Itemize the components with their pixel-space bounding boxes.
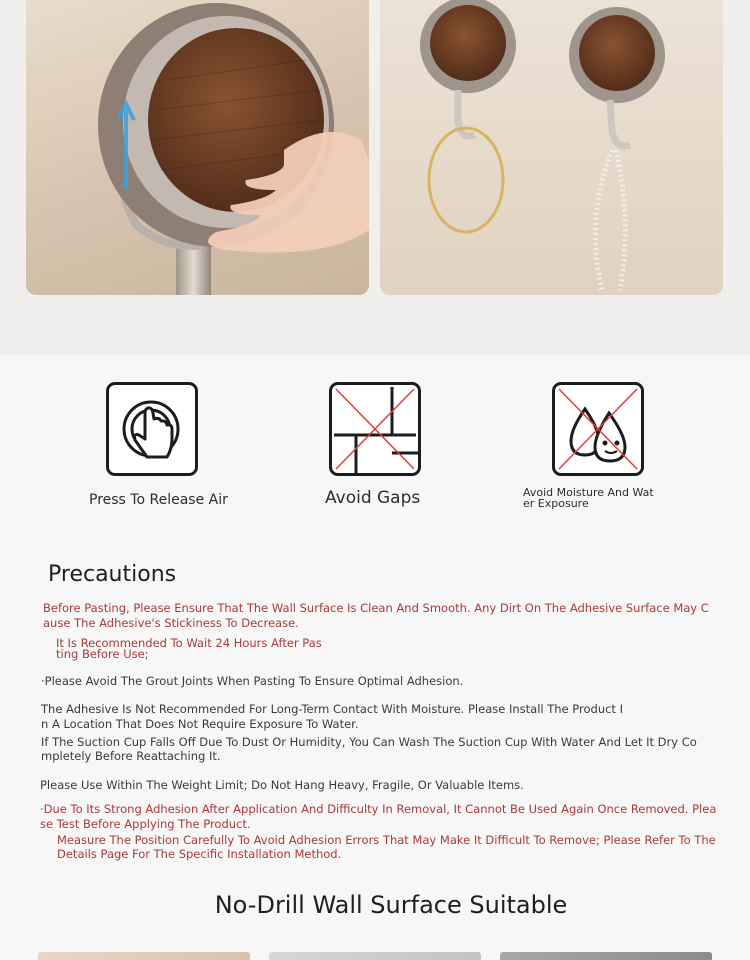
avoid-moisture-card: [552, 382, 644, 476]
press-release-air-label: Press To Release Air: [89, 492, 228, 508]
avoid-moisture-label: Avoid Moisture And Wat er Exposure: [523, 486, 654, 510]
hooks-jewelry-illustration: [380, 0, 723, 295]
hooks-jewelry-photo: [380, 0, 723, 295]
product-photo-section: [0, 0, 750, 355]
precaution-line: Details Page For The Specific Installation Method.: [57, 847, 342, 861]
hook-hand-illustration: [26, 0, 369, 295]
precaution-line: Measure The Position Carefully To Avoid Adhesion Errors That May Make It Difficult To Remove; Please Refer To The: [57, 833, 716, 847]
precaution-line: se Test Before Applying The Product.: [40, 817, 251, 831]
precaution-line: mpletely Before Reattaching It.: [41, 749, 221, 763]
precaution-line: If The Suction Cup Falls Off Due To Dust Or Humidity, You Can Wash The Suction Cup With Water And Let It Dry Co: [41, 735, 697, 749]
precaution-line: ·Please Avoid The Grout Joints When Pasting To Ensure Optimal Adhesion.: [41, 674, 464, 688]
precaution-line: ·Due To Its Strong Adhesion After Application And Difficulty In Removal, It Cannot Be Used Again Once Removed. Plea: [40, 802, 717, 816]
precaution-line: Before Pasting, Please Ensure That The Wall Surface Is Clean And Smooth. Any Dirt On The Adhesive Surface May C: [43, 601, 709, 615]
precaution-line: n A Location That Does Not Require Exposure To Water.: [41, 717, 359, 731]
precaution-line: The Adhesive Is Not Recommended For Long-Term Contact With Moisture. Please Install The Product I: [41, 702, 623, 716]
wall-surface-thumbnail: [38, 952, 250, 960]
finger-press-icon: [109, 385, 195, 473]
no-gaps-icon: [332, 385, 418, 473]
precaution-line: ause The Adhesive's Stickiness To Decrease.: [43, 616, 299, 630]
wall-surface-thumbnail: [500, 952, 712, 960]
precautions-title: Precautions: [48, 562, 177, 587]
hook-hand-photo: [26, 0, 369, 295]
no-moisture-icon: [555, 385, 641, 473]
press-release-air-card: [106, 382, 198, 476]
avoid-gaps-card: [329, 382, 421, 476]
precaution-line: Please Use Within The Weight Limit; Do Not Hang Heavy, Fragile, Or Valuable Items.: [40, 778, 524, 792]
section-title: No-Drill Wall Surface Suitable: [214, 891, 568, 919]
avoid-gaps-label: Avoid Gaps: [325, 488, 421, 508]
wall-surface-thumbnail: [269, 952, 481, 960]
precaution-line: It Is Recommended To Wait 24 Hours After Pas: [56, 636, 322, 650]
precaution-line: ting Before Use;: [56, 647, 149, 661]
